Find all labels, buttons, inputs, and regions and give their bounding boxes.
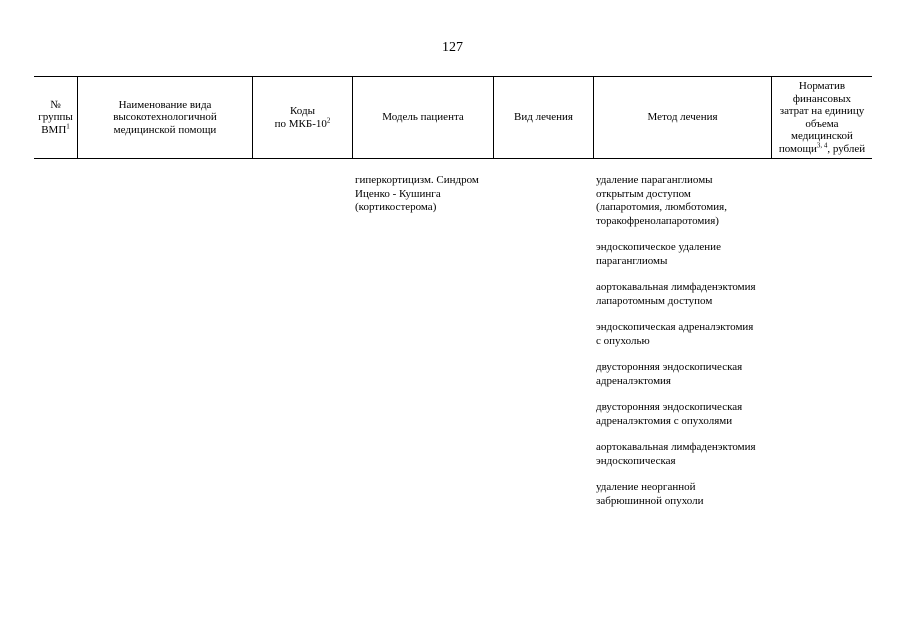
header-text: Модель пациента xyxy=(382,111,464,124)
method-line: с опухолью xyxy=(596,334,650,347)
header-text: Вид лечения xyxy=(514,111,573,124)
method-item xyxy=(596,441,772,468)
header-text: Наименование вида xyxy=(118,98,212,111)
header-text: Коды xyxy=(290,105,315,117)
header-text: Метод лечения xyxy=(647,111,718,124)
method-item xyxy=(596,281,772,308)
method-line: эндоскопическая xyxy=(596,454,676,467)
header-treatment-type xyxy=(494,77,593,158)
footnote-mark: 1 xyxy=(66,122,70,131)
method-line: лапаротомным доступом xyxy=(596,294,713,307)
header-text: группы xyxy=(38,111,73,124)
method-line: аортокавальная лимфаденэктомия xyxy=(596,441,756,453)
header-treatment-method xyxy=(594,77,771,158)
header-text: медицинской помощи xyxy=(113,123,217,136)
header-text: Норматив xyxy=(798,80,846,92)
patient-model-line: Иценко - Кушинга xyxy=(355,187,441,200)
table-header-bottom-rule xyxy=(34,158,872,159)
method-line: удаление параганглиомы xyxy=(596,174,713,186)
header-text: по МКБ-10 xyxy=(274,117,327,130)
method-item xyxy=(596,321,772,348)
method-item xyxy=(596,241,772,268)
method-line: аортокавальная лимфаденэктомия xyxy=(596,281,756,293)
method-line: (лапаротомия, люмботомия, xyxy=(596,201,727,213)
header-text: медицинской xyxy=(791,130,853,142)
header-financial-norm xyxy=(772,77,872,158)
header-text: № xyxy=(50,98,61,111)
header-text: затрат на единицу xyxy=(779,105,865,117)
header-text: , рублей xyxy=(827,142,866,155)
method-item xyxy=(596,481,772,508)
footnote-mark: 3, 4 xyxy=(816,140,828,149)
header-icd-codes xyxy=(253,77,352,158)
method-line: адреналэктомия xyxy=(596,374,671,387)
method-line: удаление неорганной xyxy=(596,481,696,493)
patient-model-cell xyxy=(355,174,493,215)
header-text: финансовых xyxy=(792,92,852,105)
method-item xyxy=(596,361,772,388)
method-line: адреналэктомия с опухолями xyxy=(596,414,733,427)
method-line: торакофренолапаротомия) xyxy=(596,214,719,227)
method-line: забрюшинной опухоли xyxy=(596,494,704,507)
treatment-method-cell xyxy=(596,174,772,521)
method-line: эндоскопическая адреналэктомия xyxy=(596,321,754,333)
footnote-mark: 2 xyxy=(326,115,331,124)
method-line: параганглиомы xyxy=(596,254,668,267)
method-line: двусторонняя эндоскопическая xyxy=(596,401,743,413)
patient-model-line: (кортикостерома) xyxy=(355,201,437,213)
method-line: двусторонняя эндоскопическая xyxy=(596,361,743,373)
method-item xyxy=(596,174,772,228)
header-group-number xyxy=(34,77,77,158)
header-text: объема xyxy=(805,117,839,130)
method-line: эндоскопическое удаление xyxy=(596,241,721,253)
header-text: высокотехнологичной xyxy=(113,111,217,124)
patient-model-line: гиперкортицизм. Синдром xyxy=(355,174,479,186)
page-number: 127 xyxy=(442,40,463,55)
header-care-type xyxy=(78,77,252,158)
method-line: открытым доступом xyxy=(596,187,691,200)
header-patient-model xyxy=(353,77,493,158)
header-text: помощи xyxy=(778,142,817,155)
method-item xyxy=(596,401,772,428)
header-text: ВМП xyxy=(41,123,67,136)
